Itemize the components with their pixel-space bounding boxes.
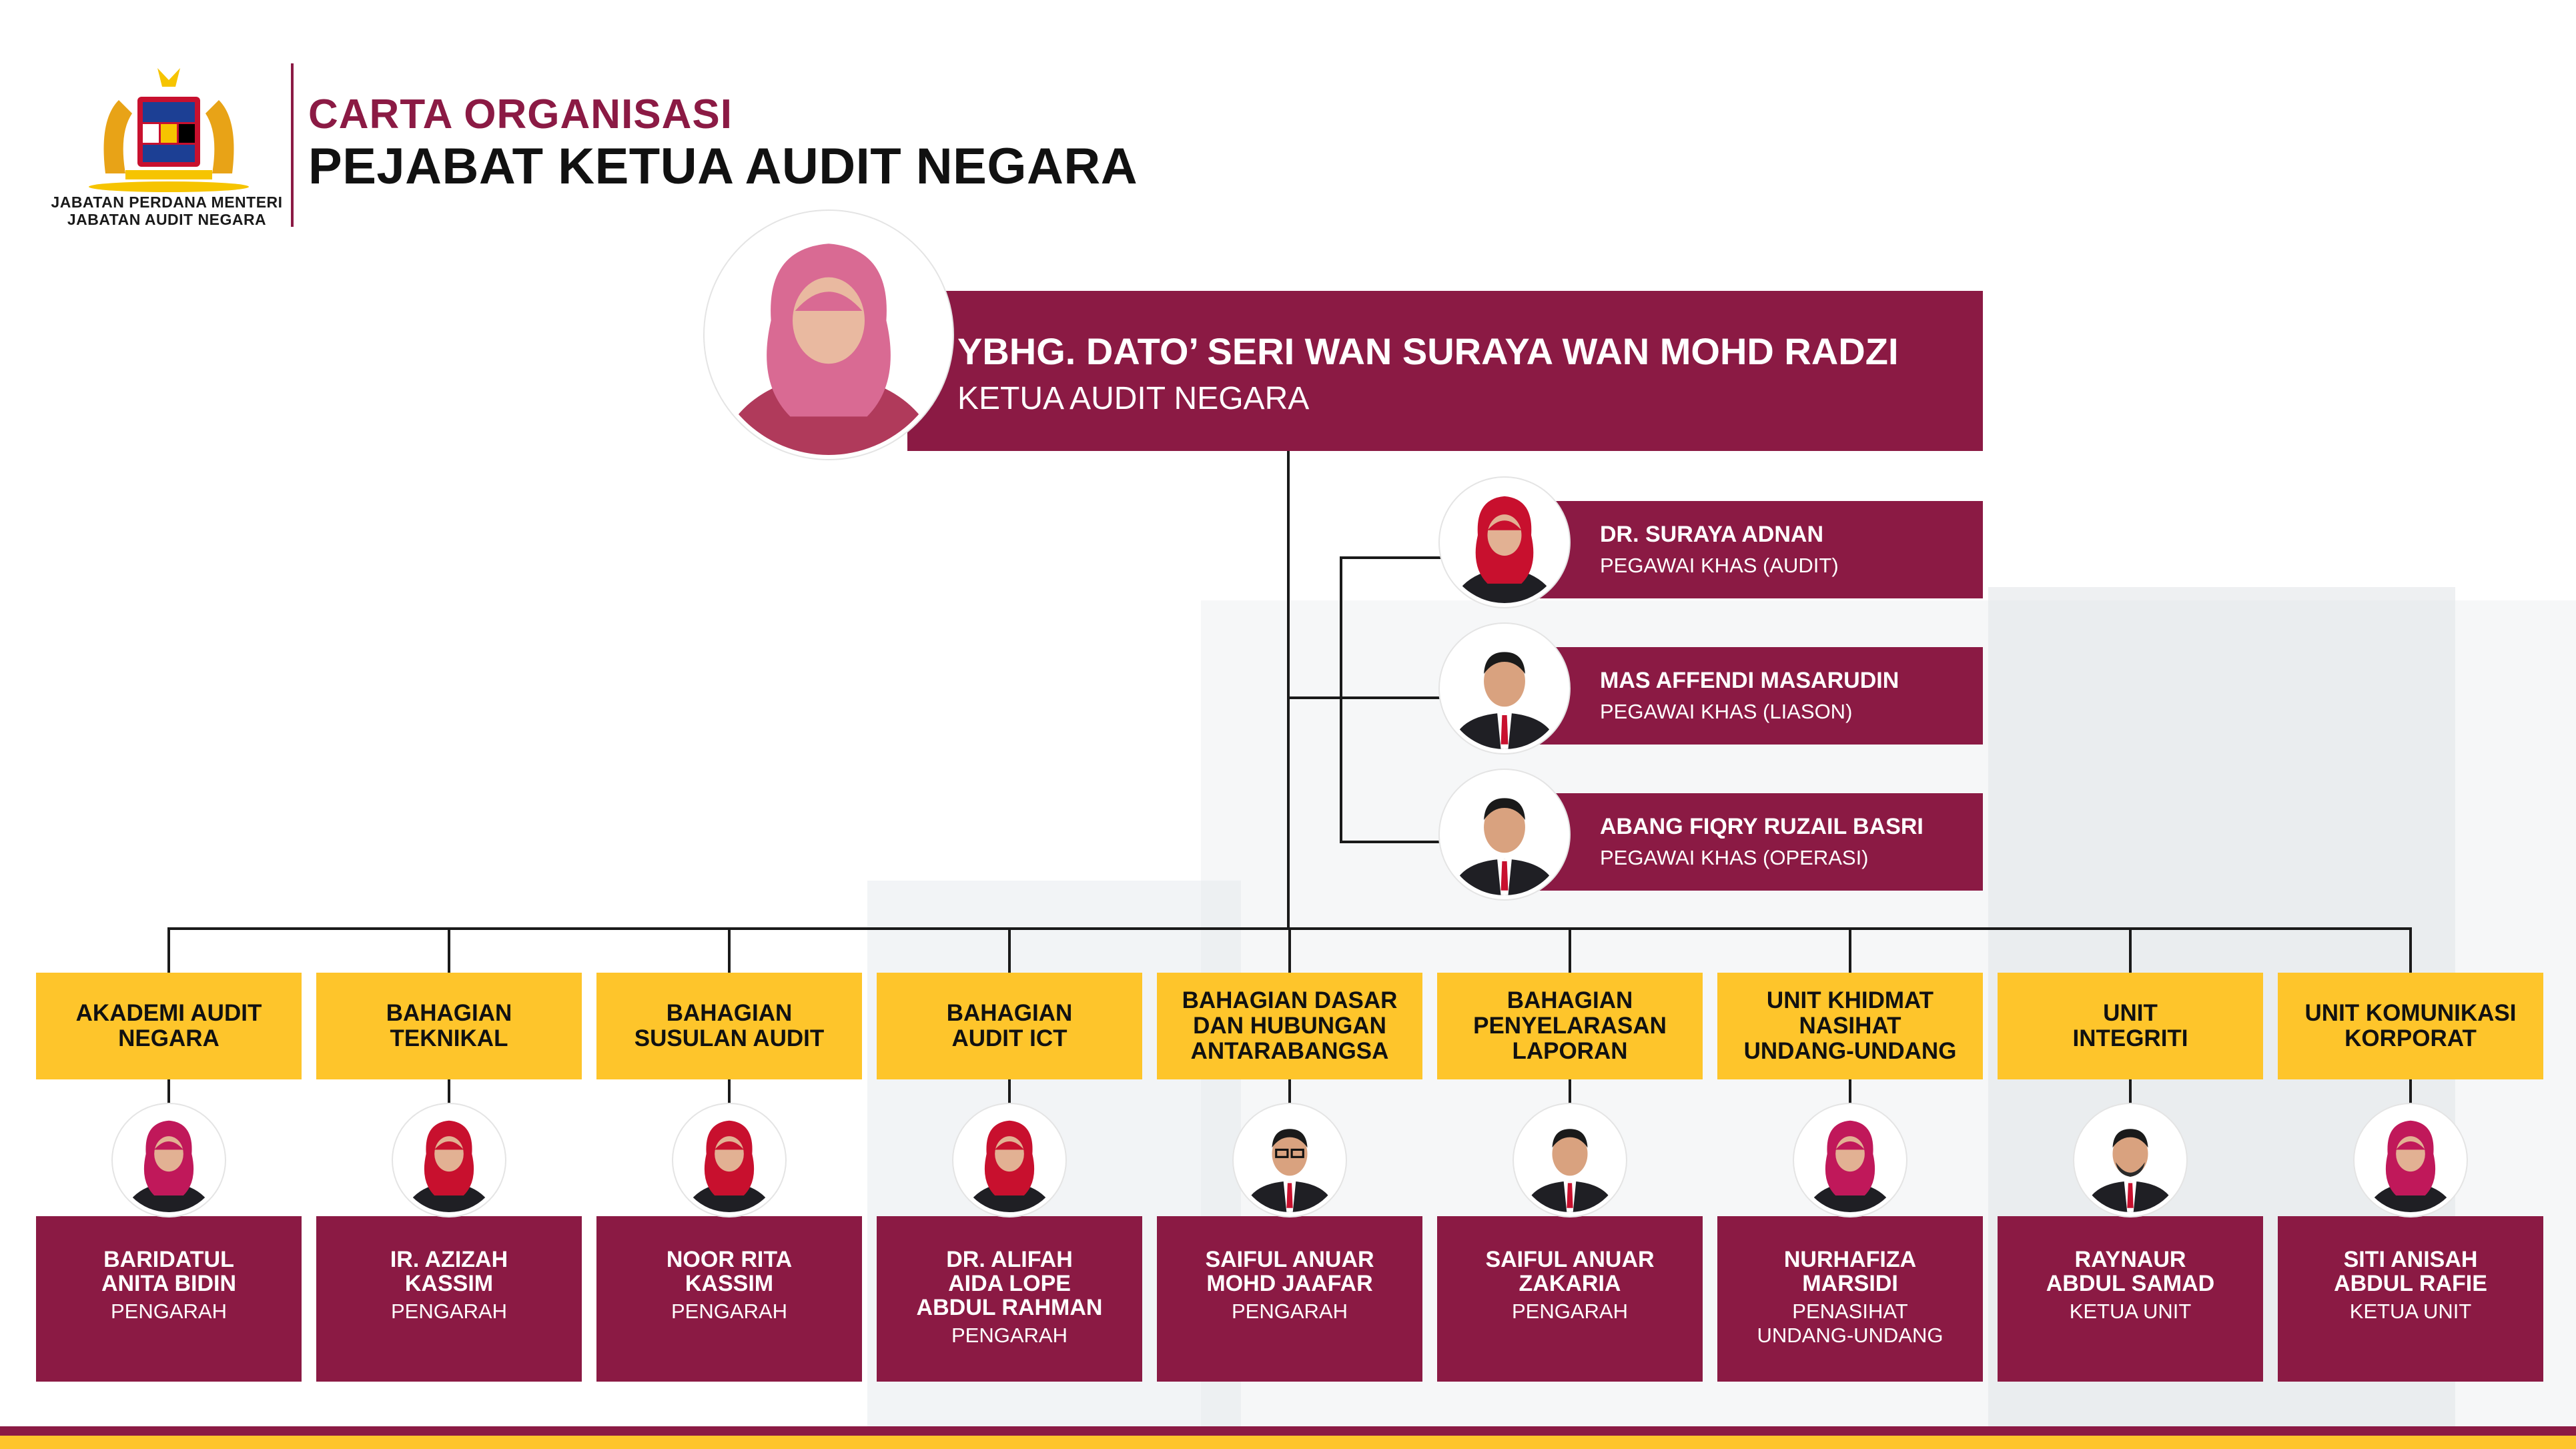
division-head-photo bbox=[953, 1104, 1065, 1216]
division-head-name: NOOR RITA KASSIM bbox=[666, 1247, 793, 1296]
division-head-box bbox=[1998, 1216, 2263, 1382]
division-box bbox=[1998, 973, 2263, 1079]
division-head-photo bbox=[2354, 1104, 2467, 1216]
division-drop-line bbox=[167, 927, 170, 973]
officer-role-2: PEGAWAI KHAS (LIASON) bbox=[1600, 700, 1853, 723]
chief-title: KETUA AUDIT NEGARA bbox=[957, 381, 1310, 416]
officer-name-1: DR. SURAYA ADNAN bbox=[1600, 522, 1824, 547]
division-head-role: PENGARAH bbox=[951, 1324, 1067, 1347]
division-drop-line bbox=[2409, 927, 2412, 973]
division-label: BAHAGIAN DASAR DAN HUBUNGAN ANTARABANGSA bbox=[1182, 987, 1398, 1064]
division-box bbox=[1717, 973, 1983, 1079]
division-label: BAHAGIAN TEKNIKAL bbox=[386, 1000, 512, 1051]
division-drop-line bbox=[448, 927, 450, 973]
header-divider bbox=[291, 63, 294, 227]
division-head-name: SAIFUL ANUAR ZAKARIA bbox=[1485, 1247, 1655, 1296]
officer-name-2: MAS AFFENDI MASARUDIN bbox=[1600, 668, 1899, 693]
division-head-name: RAYNAUR ABDUL SAMAD bbox=[2046, 1247, 2215, 1296]
division-head-name: BARIDATUL ANITA BIDIN bbox=[101, 1247, 237, 1296]
agency-name-line1: JABATAN PERDANA MENTERI bbox=[51, 193, 283, 211]
division-box bbox=[316, 973, 582, 1079]
division-head-photo bbox=[113, 1104, 225, 1216]
division-drop-line bbox=[1849, 927, 1851, 973]
division-head-role: PENGARAH bbox=[1512, 1300, 1628, 1323]
division-head-role: PENGARAH bbox=[391, 1300, 507, 1323]
division-head-box bbox=[316, 1216, 582, 1382]
officer-bracket-join bbox=[1287, 696, 1342, 699]
trunk-line bbox=[1287, 451, 1290, 927]
division-head-role: KETUA UNIT bbox=[2069, 1300, 2192, 1323]
agency-name-line2: JABATAN AUDIT NEGARA bbox=[67, 211, 267, 228]
footer-bar-maroon bbox=[0, 1426, 2576, 1436]
division-drop-line bbox=[1008, 927, 1011, 973]
division-label: UNIT INTEGRITI bbox=[2072, 1000, 2188, 1051]
officer-photo-2 bbox=[1440, 624, 1569, 753]
division-box bbox=[1437, 973, 1703, 1079]
division-head-name: SAIFUL ANUAR MOHD JAAFAR bbox=[1205, 1247, 1374, 1296]
division-label: UNIT KHIDMAT NASIHAT UNDANG-UNDANG bbox=[1743, 987, 1957, 1064]
coat-of-arms-logo bbox=[79, 60, 259, 193]
division-head-photo bbox=[393, 1104, 505, 1216]
footer-bar-gold bbox=[0, 1436, 2576, 1449]
division-head-name: NURHAFIZA MARSIDI bbox=[1783, 1247, 1917, 1296]
division-label: AKADEMI AUDIT NEGARA bbox=[75, 1000, 262, 1051]
division-head-role: PENGARAH bbox=[111, 1300, 227, 1323]
division-box bbox=[1157, 973, 1422, 1079]
page-subtitle: CARTA ORGANISASI bbox=[308, 91, 733, 137]
page-title: PEJABAT KETUA AUDIT NEGARA bbox=[308, 138, 1138, 195]
division-head-name: DR. ALIFAH AIDA LOPE ABDUL RAHMAN bbox=[916, 1247, 1103, 1320]
division-drop-line bbox=[728, 927, 731, 973]
division-head-photo bbox=[1794, 1104, 1906, 1216]
division-box bbox=[596, 973, 862, 1079]
division-drop-line bbox=[1569, 927, 1571, 973]
division-drop-line bbox=[2129, 927, 2132, 973]
division-head-photo bbox=[673, 1104, 785, 1216]
officer-role-1: PEGAWAI KHAS (AUDIT) bbox=[1600, 554, 1839, 577]
division-head-photo bbox=[2074, 1104, 2186, 1216]
division-head-role: KETUA UNIT bbox=[2349, 1300, 2472, 1323]
officer-bracket-vertical bbox=[1340, 556, 1342, 842]
officer-role-3: PEGAWAI KHAS (OPERASI) bbox=[1600, 846, 1869, 869]
division-head-role: PENASIHAT UNDANG-UNDANG bbox=[1757, 1300, 1944, 1347]
division-box bbox=[36, 973, 302, 1079]
division-head-role: PENGARAH bbox=[671, 1300, 787, 1323]
chief-name: YBHG. DATO’ SERI WAN SURAYA WAN MOHD RADZI bbox=[957, 330, 1899, 372]
division-label: BAHAGIAN SUSULAN AUDIT bbox=[634, 1000, 825, 1051]
division-box bbox=[2278, 973, 2543, 1079]
officer-name-3: ABANG FIQRY RUZAIL BASRI bbox=[1600, 814, 1923, 839]
division-head-role: PENGARAH bbox=[1232, 1300, 1348, 1323]
division-label: UNIT KOMUNIKASI KORPORAT bbox=[2304, 1000, 2517, 1051]
division-drop-line bbox=[1288, 927, 1291, 973]
division-label: BAHAGIAN PENYELARASAN LAPORAN bbox=[1473, 987, 1667, 1064]
division-head-box bbox=[2278, 1216, 2543, 1382]
officer-photo-1 bbox=[1440, 478, 1569, 607]
division-head-photo bbox=[1234, 1104, 1346, 1216]
division-head-photo bbox=[1514, 1104, 1626, 1216]
division-head-box bbox=[596, 1216, 862, 1382]
division-label: BAHAGIAN AUDIT ICT bbox=[946, 1000, 1073, 1051]
division-head-box bbox=[1157, 1216, 1422, 1382]
division-head-box bbox=[36, 1216, 302, 1382]
division-box bbox=[877, 973, 1142, 1079]
division-head-box bbox=[1437, 1216, 1703, 1382]
division-head-name: IR. AZIZAH KASSIM bbox=[390, 1247, 508, 1296]
chief-photo bbox=[705, 211, 953, 459]
division-head-box bbox=[1717, 1216, 1983, 1382]
division-head-name: SITI ANISAH ABDUL RAFIE bbox=[2334, 1247, 2487, 1296]
officer-photo-3 bbox=[1440, 770, 1569, 899]
